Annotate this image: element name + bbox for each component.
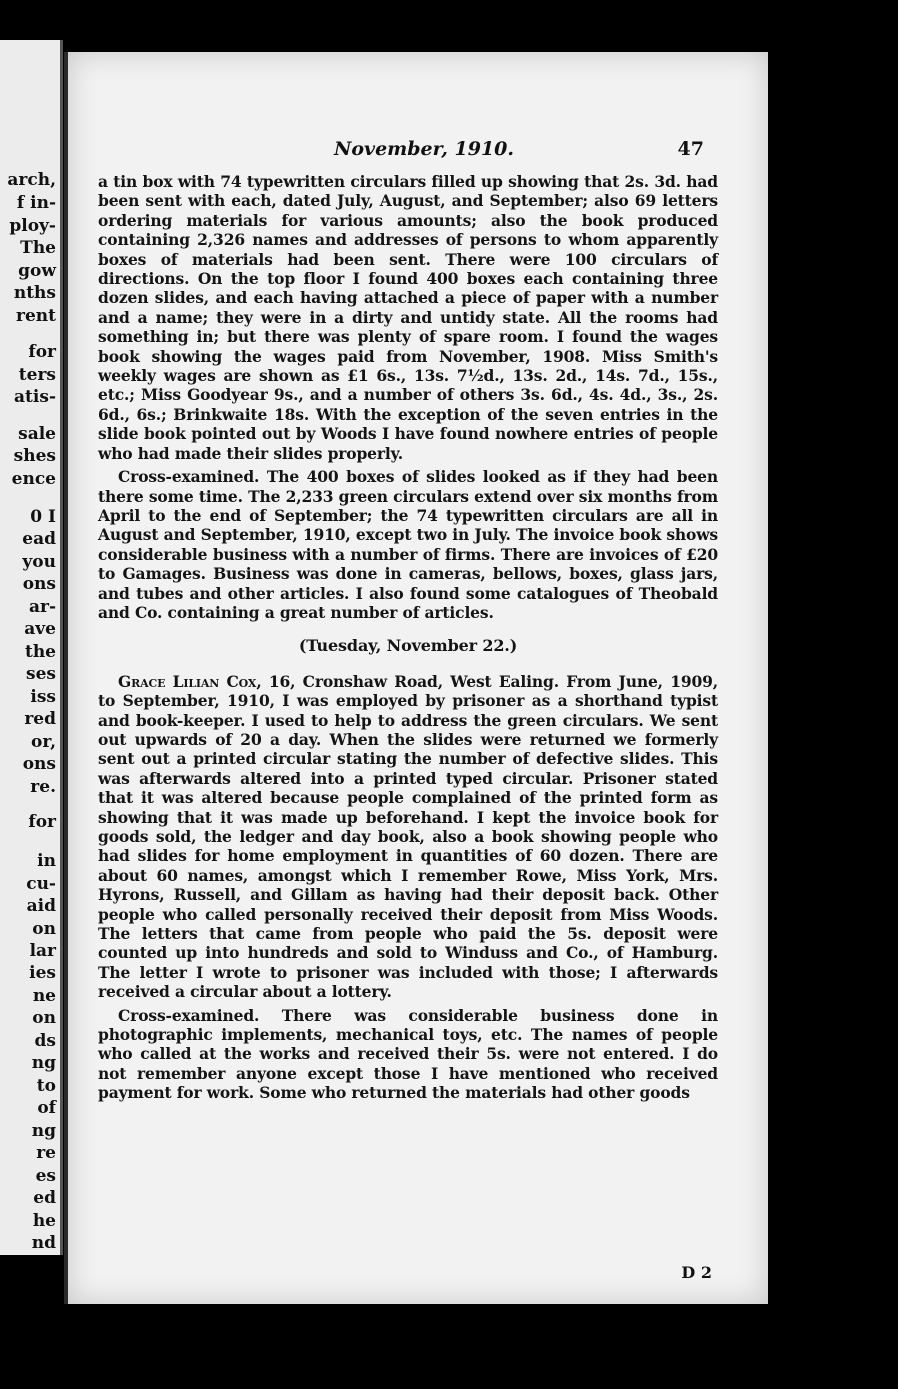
date-heading: (Tuesday, November 22.) [298, 636, 518, 656]
left-margin-fragment: sale [18, 424, 56, 444]
left-margin-fragment: ave [24, 619, 56, 639]
left-margin-fragment: ng [31, 1121, 56, 1141]
left-margin-fragment: cu- [26, 874, 56, 894]
witness-name: Grace Lilian Cox [118, 671, 257, 691]
left-margin-fragment: re [36, 1143, 56, 1163]
left-margin-fragment: ds [34, 1031, 56, 1051]
paragraph-4: Cross-examined. There was considerable business done in photographic implements, mechanical toys, etc. The names of people who called at the works and received their 5s. were not entered. I do not remember anyone except those I have mentioned who received payment for work. Some who returned the materials had other goods [98, 1005, 718, 1103]
header-title: November, 1910. [334, 138, 514, 160]
paragraph-2: Cross-examined. The 400 boxes of slides looked as if they had been there some time. The 2,233 green circulars extend over six months from April to the end of September; the 74 typewritten circulars are all in August and September, 1910, except two in July. The invoice book shows considerable business with a number of firms. There are invoices of £20 to Gamages. Business was done in cameras, bellows, boxes, glass jars, and tubes and other articles. I also found some catalogues of Theobald and Co. containing a great number of articles. [98, 467, 718, 622]
signature-mark: D 2 [681, 1263, 712, 1282]
left-margin-fragment: The [20, 238, 56, 258]
left-margin-fragment: nd [31, 1233, 56, 1253]
left-margin-fragment: to [36, 1076, 56, 1096]
left-margin-fragment: nths [13, 283, 56, 303]
left-margin-fragment: ne [32, 986, 56, 1006]
left-margin-fragment: ng [31, 1053, 56, 1073]
page-number: 47 [677, 138, 704, 160]
running-header [68, 138, 768, 164]
left-margin-fragment: or, [31, 732, 56, 752]
left-page-margin [0, 40, 63, 1255]
left-margin-fragment: gow [18, 261, 56, 281]
paragraph-3-text: , 16, Cronshaw Road, West Ealing. From June, 1909, to September, 1910, I was employed by prisoner as a shorthand typist and book-keeper. I used to help to address the green circulars. We sent out upwards of 20 a day. When the slides were returned we formerly sent out a printed circular stating the number of defective slides. This was afterwards altered into a printed typed circular. Prisoner stated that it was altered because people complained of the printed form as showing that it was made up beforehand. I kept the invoice book for goods sold, the ledger and day book, also a book showing people who had slides for home employment in quantities of 60 dozen. There are about 60 names, amongst which I remember Rowe, Miss York, Mrs. Hyrons, Russell, and Gillam as having had their deposit back. Other people who called personally received their deposit from Miss Woods. The letters that came from people who paid the 5s. deposit were counted up into hundreds and sold to Winduss and Co., of Hamburg. The letter I wrote to prisoner was included with those; I afterwards received a circular about a lottery. [98, 671, 719, 1002]
left-margin-fragment: aid [26, 896, 56, 916]
left-margin-fragment: ies [29, 963, 56, 983]
left-margin-fragment: ters [18, 365, 56, 385]
paragraph-1: a tin box with 74 typewritten circulars filled up showing that 2s. 3d. had been sent with each, dated July, August, and September; also 69 letters ordering materials for various amounts; also the book produced containing 2,326 names and addresses of persons to whom apparently boxes of materials had been sent. There were 100 circulars of directions. On the top floor I found 400 boxes each containing three dozen slides, and each having attached a piece of paper with a number and a name; they were in a dirty and untidy state. All the rooms had something in; but there was plenty of spare room. I found the wages book showing the wages paid from November, 1908. Miss Smith's weekly wages are shown as £1 6s., 13s. 7½d., 13s. 2d., 14s. 7d., 15s., etc.; Miss Goodyear 9s., and a number of others 3s. 6d., 4s. 4d., 3s., 2s. 6d., 6s.; Brinkwaite 18s. With the exception of the seven entries in the slide book pointed out by Woods I have found nowhere entries of people who had made their slides properly. [98, 172, 718, 463]
left-margin-fragment: arch, [7, 170, 56, 190]
left-margin-fragment: the [24, 642, 56, 662]
page-body [98, 172, 718, 1107]
left-margin-fragment: re. [30, 777, 56, 797]
left-margin-fragment: for [28, 342, 56, 362]
left-margin-fragment: iss [30, 687, 56, 707]
paragraph-3 [98, 672, 718, 1002]
left-margin-fragment: ence [11, 469, 56, 489]
left-margin-fragment: 0 I [30, 507, 56, 527]
left-margin-fragment: on [32, 1008, 56, 1028]
left-margin-fragment: lar [29, 941, 56, 961]
left-margin-fragment: for [28, 812, 56, 832]
left-margin-fragment: red [24, 709, 56, 729]
left-margin-fragment: of [37, 1098, 56, 1118]
left-margin-fragment: ed [33, 1188, 56, 1208]
left-margin-fragment: f in- [16, 193, 56, 213]
left-margin-fragment: ploy- [9, 216, 56, 236]
left-margin-fragment: he [32, 1211, 56, 1231]
left-margin-fragment: es [35, 1166, 56, 1186]
left-margin-fragment: in [37, 851, 56, 871]
left-margin-fragment: atis- [14, 387, 56, 407]
left-margin-fragment: ses [26, 664, 56, 684]
left-margin-fragment: shes [13, 446, 56, 466]
left-margin-fragment: ar- [28, 597, 56, 617]
left-margin-fragment: on [32, 919, 56, 939]
left-margin-fragment: ons [22, 754, 56, 774]
book-page [64, 52, 768, 1304]
left-margin-fragment: you [22, 552, 56, 572]
left-margin-fragment: ead [22, 529, 56, 549]
left-margin-fragment: ons [22, 574, 56, 594]
left-margin-fragment: rent [16, 306, 56, 326]
